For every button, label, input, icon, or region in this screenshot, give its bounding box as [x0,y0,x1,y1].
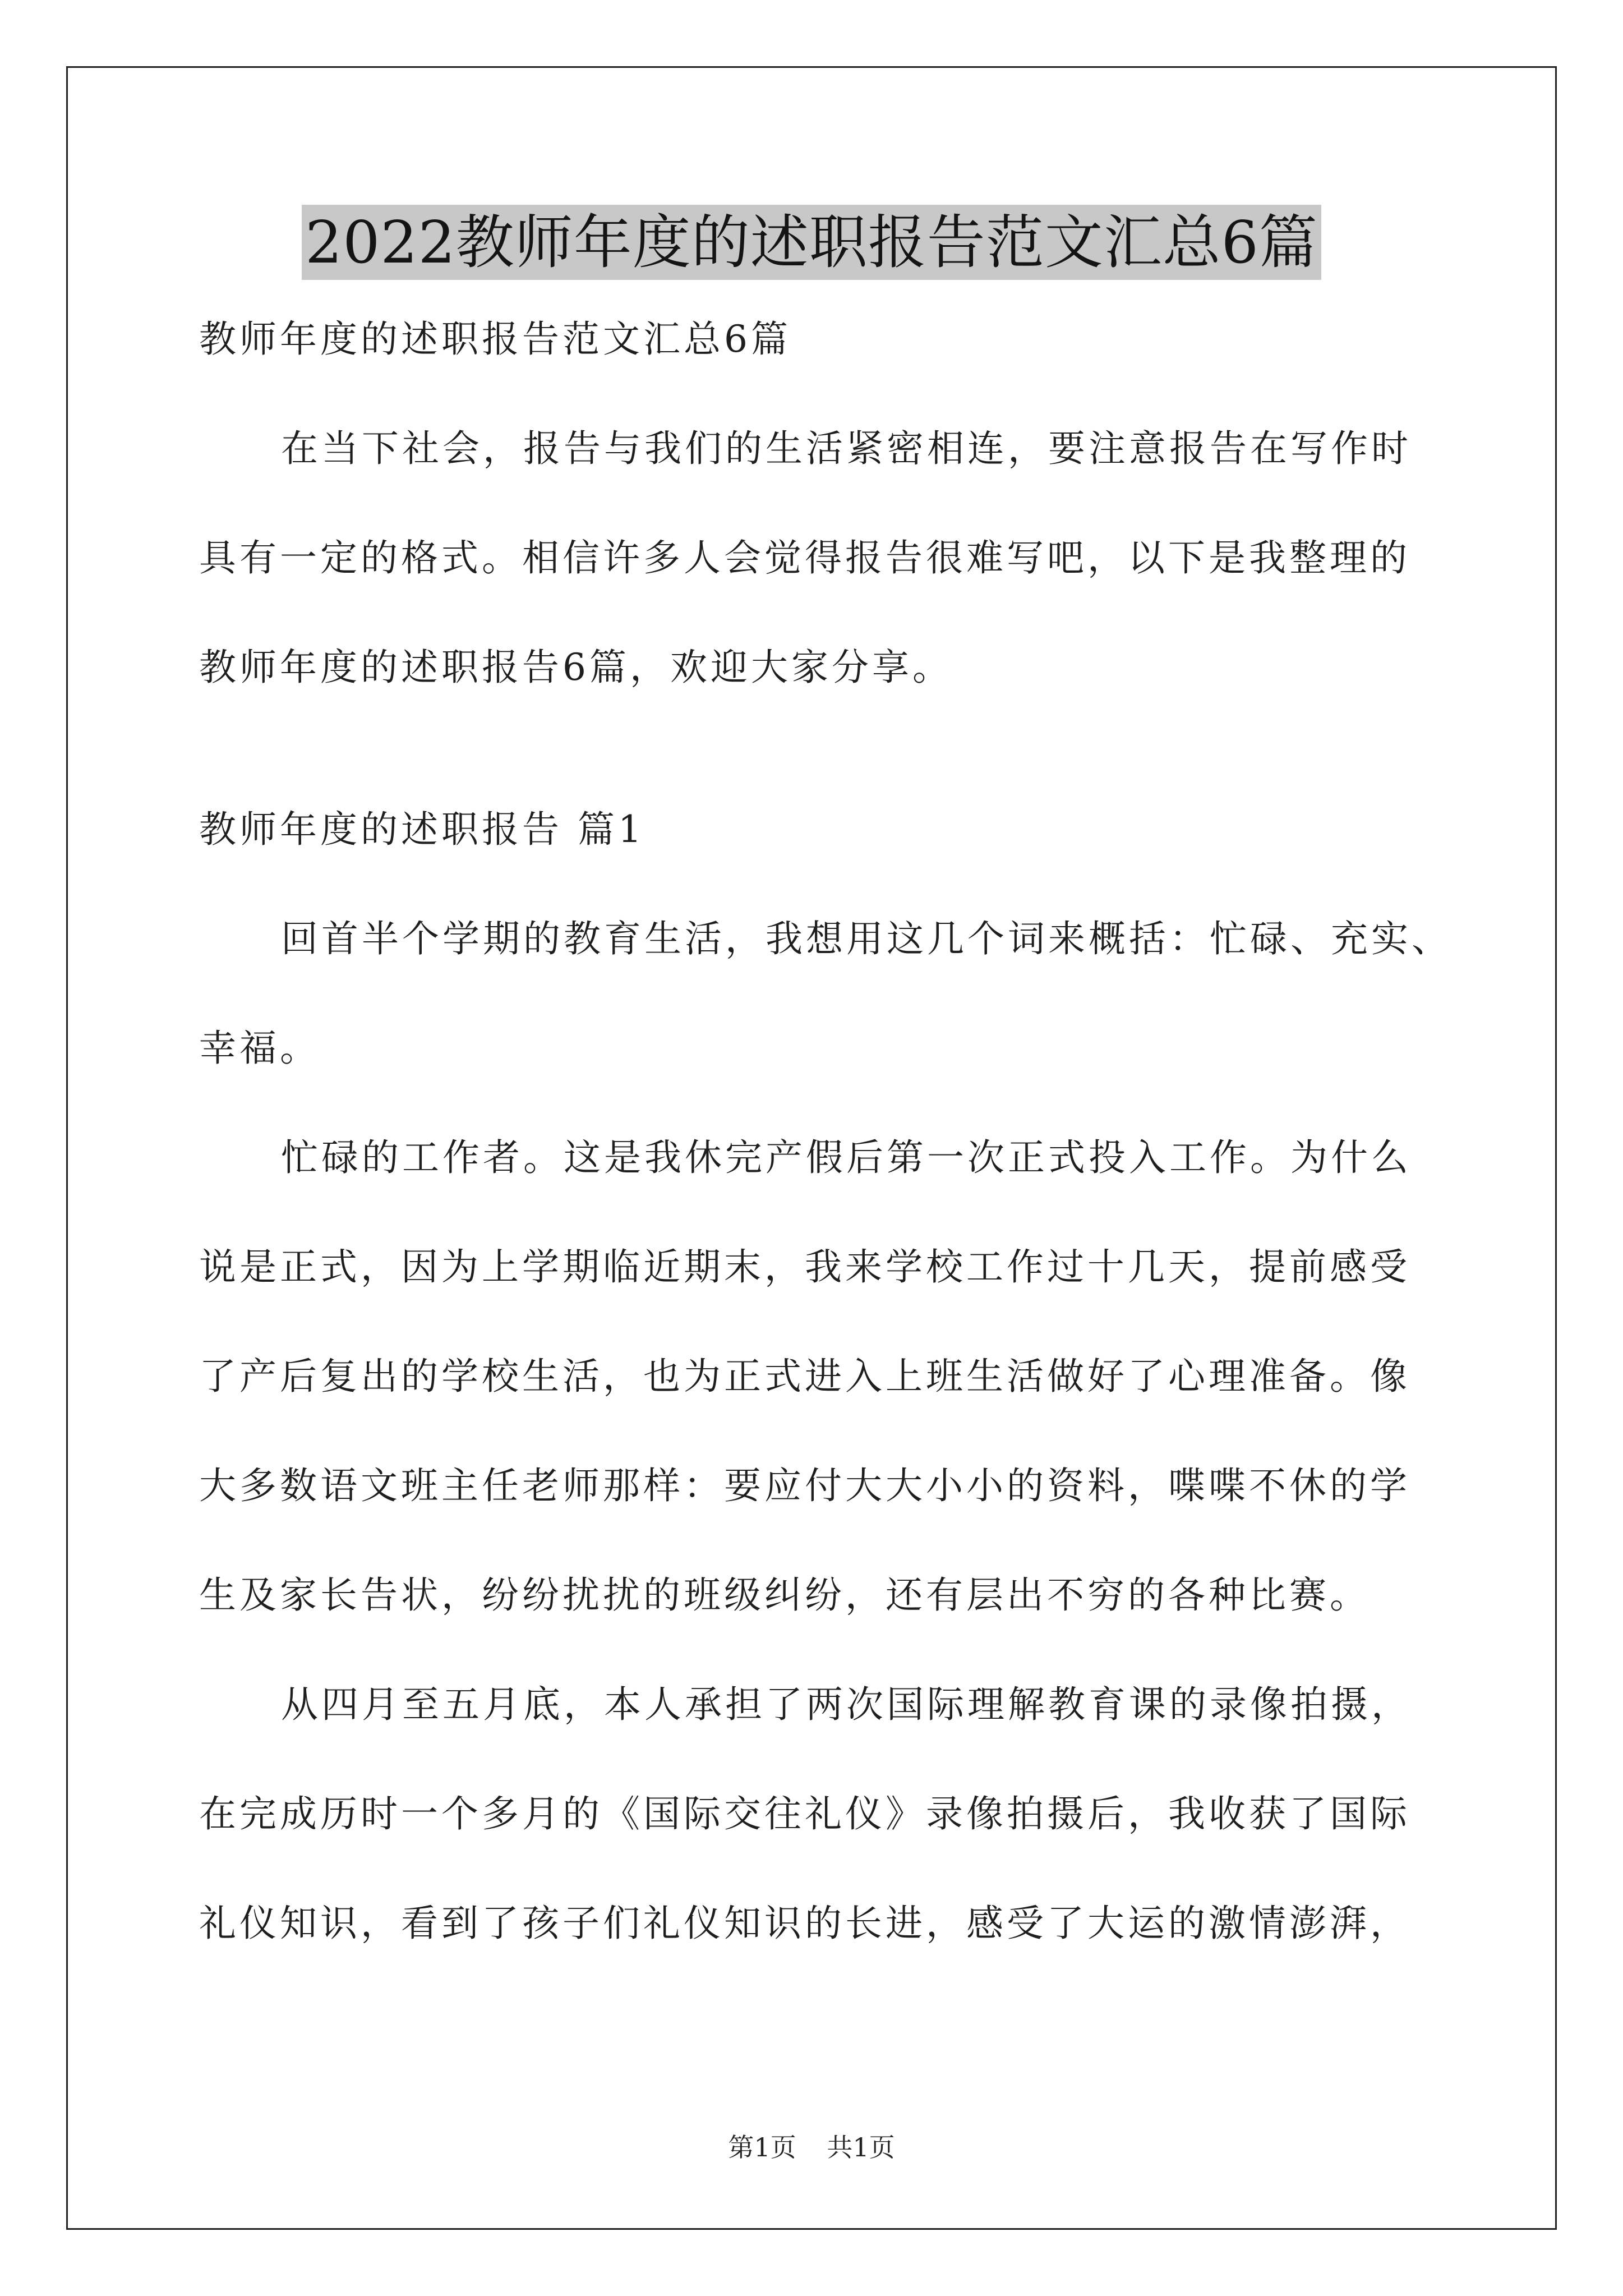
document-subtitle: 教师年度的述职报告范文汇总6篇 [199,318,791,361]
document-title: 2022教师年度的述职报告范文汇总6篇 [302,205,1321,280]
text-line: 具有一定的格式。相信许多人会觉得报告很难写吧，以下是我整理的 [199,536,1410,579]
paragraph-3 [199,1677,1433,1951]
text-line: 教师年度的述职报告6篇，欢迎大家分享。 [199,646,953,689]
text-line: 生及家长告状，纷纷扰扰的班级纠纷，还有层出不穷的各种比赛。 [199,1573,1370,1617]
page-number: 第1页 [728,2132,796,2162]
text-line: 忙碌的工作者。这是我休完产假后第一次正式投入工作。为什么 [281,1136,1412,1179]
text-line: 礼仪知识，看到了孩子们礼仪知识的长进，感受了大运的激情澎湃， [199,1902,1410,1945]
text-line: 幸福。 [199,1027,320,1070]
paragraph-2 [199,1130,1433,1623]
intro-paragraph [199,421,1433,695]
paragraph-1 [199,911,1452,1076]
title-container [0,205,1623,280]
page-total: 共1页 [827,2132,895,2162]
text-line: 说是正式，因为上学期临近期末，我来学校工作过十几天，提前感受 [199,1245,1410,1289]
page-footer [0,2131,1623,2164]
text-line: 在完成历时一个多月的《国际交往礼仪》录像拍摄后，我收获了国际 [199,1792,1410,1835]
text-line: 回首半个学期的教育生活，我想用这几个词来概括：忙碌、充实、 [281,917,1452,960]
section-heading: 教师年度的述职报告 篇1 [199,808,645,851]
text-line: 大多数语文班主任老师那样：要应付大大小小的资料，喋喋不休的学 [199,1464,1410,1507]
document-body [199,311,1452,1951]
text-line: 在当下社会，报告与我们的生活紧密相连，要注意报告在写作时 [281,427,1412,470]
text-line: 从四月至五月底，本人承担了两次国际理解教育课的录像拍摄， [281,1683,1412,1726]
text-line: 了产后复出的学校生活，也为正式进入上班生活做好了心理准备。像 [199,1355,1410,1398]
